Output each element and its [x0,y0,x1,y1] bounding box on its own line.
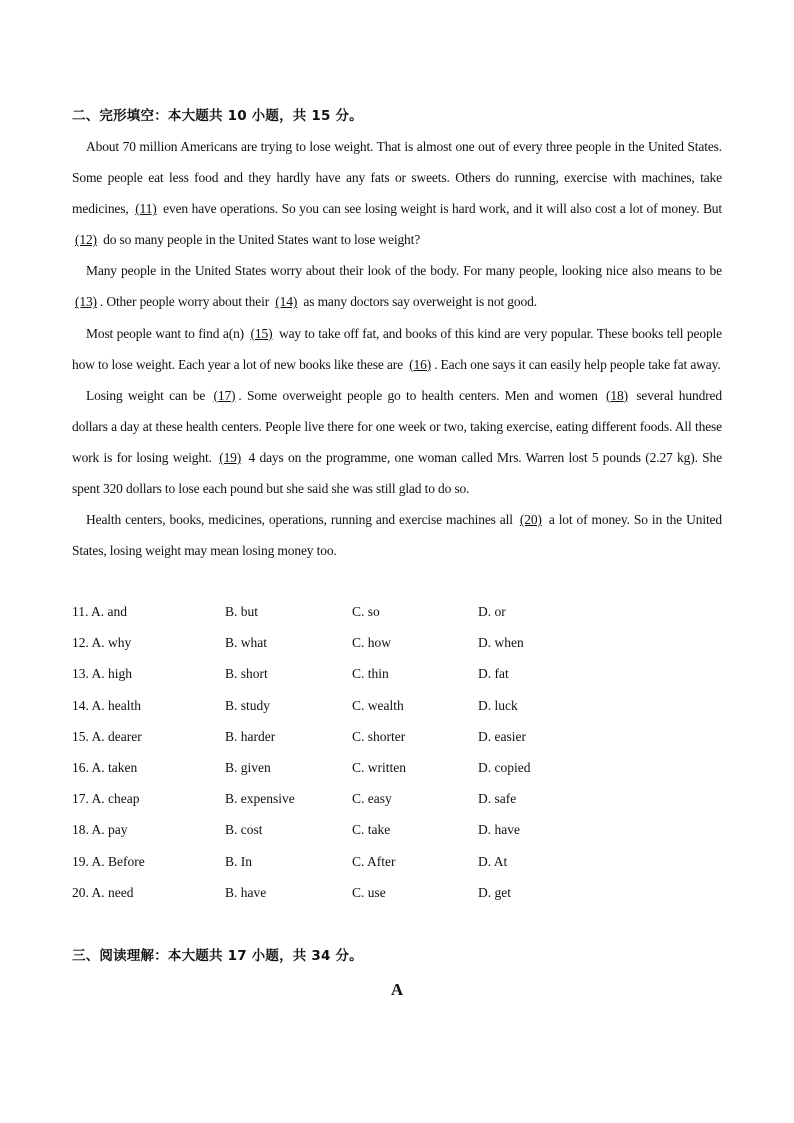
option-b: B. short [225,666,268,682]
option-d: D. when [478,635,524,651]
passage-text: . Some overweight people go to health centers. Men and women [238,387,604,403]
cloze-options [72,596,722,908]
question-row [72,627,722,658]
option-c: C. how [352,635,392,651]
option-b: B. given [225,759,271,775]
question-number-option-a: 19. A. Before [72,853,145,869]
blank-slot: (12) [75,232,97,248]
option-d: D. have [478,822,520,838]
passage-text: . Other people worry about their [99,294,273,310]
question-row [72,658,722,689]
blank-slot: (14) [275,294,298,310]
option-d: D. get [478,884,511,900]
option-b: B. harder [225,728,276,744]
question-row [72,814,722,845]
blank-slot: (15) [250,325,273,341]
option-c: C. thin [352,666,389,682]
question-number-option-a: 20. A. need [72,884,134,900]
passage-paragraph [72,255,722,317]
passage-text: . Each one says it can easily help people take fat away. [434,356,721,372]
passage-text: way to take off fat, and books of this kind are very popular. These books tell people how to lose weight. Each year a lot of new books like these are [72,325,722,372]
option-c: C. easy [352,791,392,807]
option-d: D. fat [478,666,509,682]
passage-text: even have operations. So you can see losing weight is hard work, and it will also cost a lot of money. But [159,201,722,217]
blank-slot: (11) [135,201,157,217]
option-b: B. expensive [225,791,295,807]
question-number-option-a: 11. A. and [72,604,127,619]
blank-slot: (18) [606,387,628,403]
question-number-option-a: 13. A. high [72,666,133,682]
question-number-option-a: 17. A. cheap [72,791,140,807]
blank-slot: (13) [75,294,97,310]
option-c: C. shorter [352,728,406,744]
option-b: B. what [225,635,267,651]
passage-text: Health centers, books, medicines, operations, running and exercise machines all [86,512,517,528]
passage-paragraph [72,504,722,566]
question-row [72,752,722,783]
passage-paragraph [72,380,722,504]
passage-text: a lot of money. So in the United States, losing weight may mean losing money too. [72,512,722,559]
question-row [72,877,722,908]
option-d: D. At [478,853,508,869]
option-c: C. so [352,604,380,619]
passage-text: Most people want to find a(n) [86,325,248,341]
option-c: C. After [352,853,396,869]
option-c: C. use [352,884,386,900]
option-b: B. but [225,604,259,619]
option-d: D. copied [478,759,531,775]
option-c: C. take [352,822,391,838]
passage-text: Many people in the United States worry about their look of the body. For many people, looking nice also means to be [86,263,722,279]
question-row [72,846,722,877]
option-b: B. have [225,884,267,900]
passage-text: as many doctors say overweight is not good. [300,294,537,310]
reading-section-title: 三、阅读理解：本大题共 17 小题，共 34 分。 [72,948,363,964]
option-d: D. luck [478,697,518,713]
cloze-section-title: 二、完形填空：本大题共 10 小题，共 15 分。 [72,108,363,124]
cloze-passage [72,131,722,566]
passage-paragraph [72,318,722,380]
blank-slot: (20) [519,512,542,528]
option-c: C. wealth [352,697,404,713]
reading-part-letter: A [390,980,404,999]
question-row [72,783,722,814]
blank-slot: (17) [213,387,236,403]
passage-text: several hundred dollars a day at these health centers. People live there for one week or two, taking exercise, eating different foods. All these work is for losing weight. [72,387,722,465]
question-number-option-a: 12. A. why [72,635,132,651]
question-row [72,690,722,721]
question-row [72,721,722,752]
question-number-option-a: 15. A. dearer [72,728,142,744]
option-c: C. written [352,759,406,775]
question-row [72,596,722,627]
passage-text: About 70 million Americans are trying to lose weight. That is almost one out of every three people in the United States. Some people eat less food and they hardly have any fats or sweets. Others do running, exercise with machines, take medicines, [72,139,722,217]
option-b: B. cost [225,822,263,838]
question-number-option-a: 14. A. health [72,697,141,713]
option-d: D. or [478,604,506,619]
option-d: D. safe [478,791,517,807]
option-b: B. study [225,697,271,713]
blank-slot: (19) [219,449,242,465]
option-b: B. In [225,853,252,869]
passage-text: Losing weight can be [86,387,211,403]
passage-text: do so many people in the United States want to lose weight? [99,232,421,248]
question-number-option-a: 18. A. pay [72,822,128,838]
passage-paragraph [72,131,722,255]
question-number-option-a: 16. A. taken [72,759,138,775]
blank-slot: (16) [409,356,432,372]
option-d: D. easier [478,728,526,744]
passage-text: 4 days on the programme, one woman called Mrs. Warren lost 5 pounds (2.27 kg). She spent 320 dollars to lose each pound but she said she was still glad to do so. [72,449,722,497]
